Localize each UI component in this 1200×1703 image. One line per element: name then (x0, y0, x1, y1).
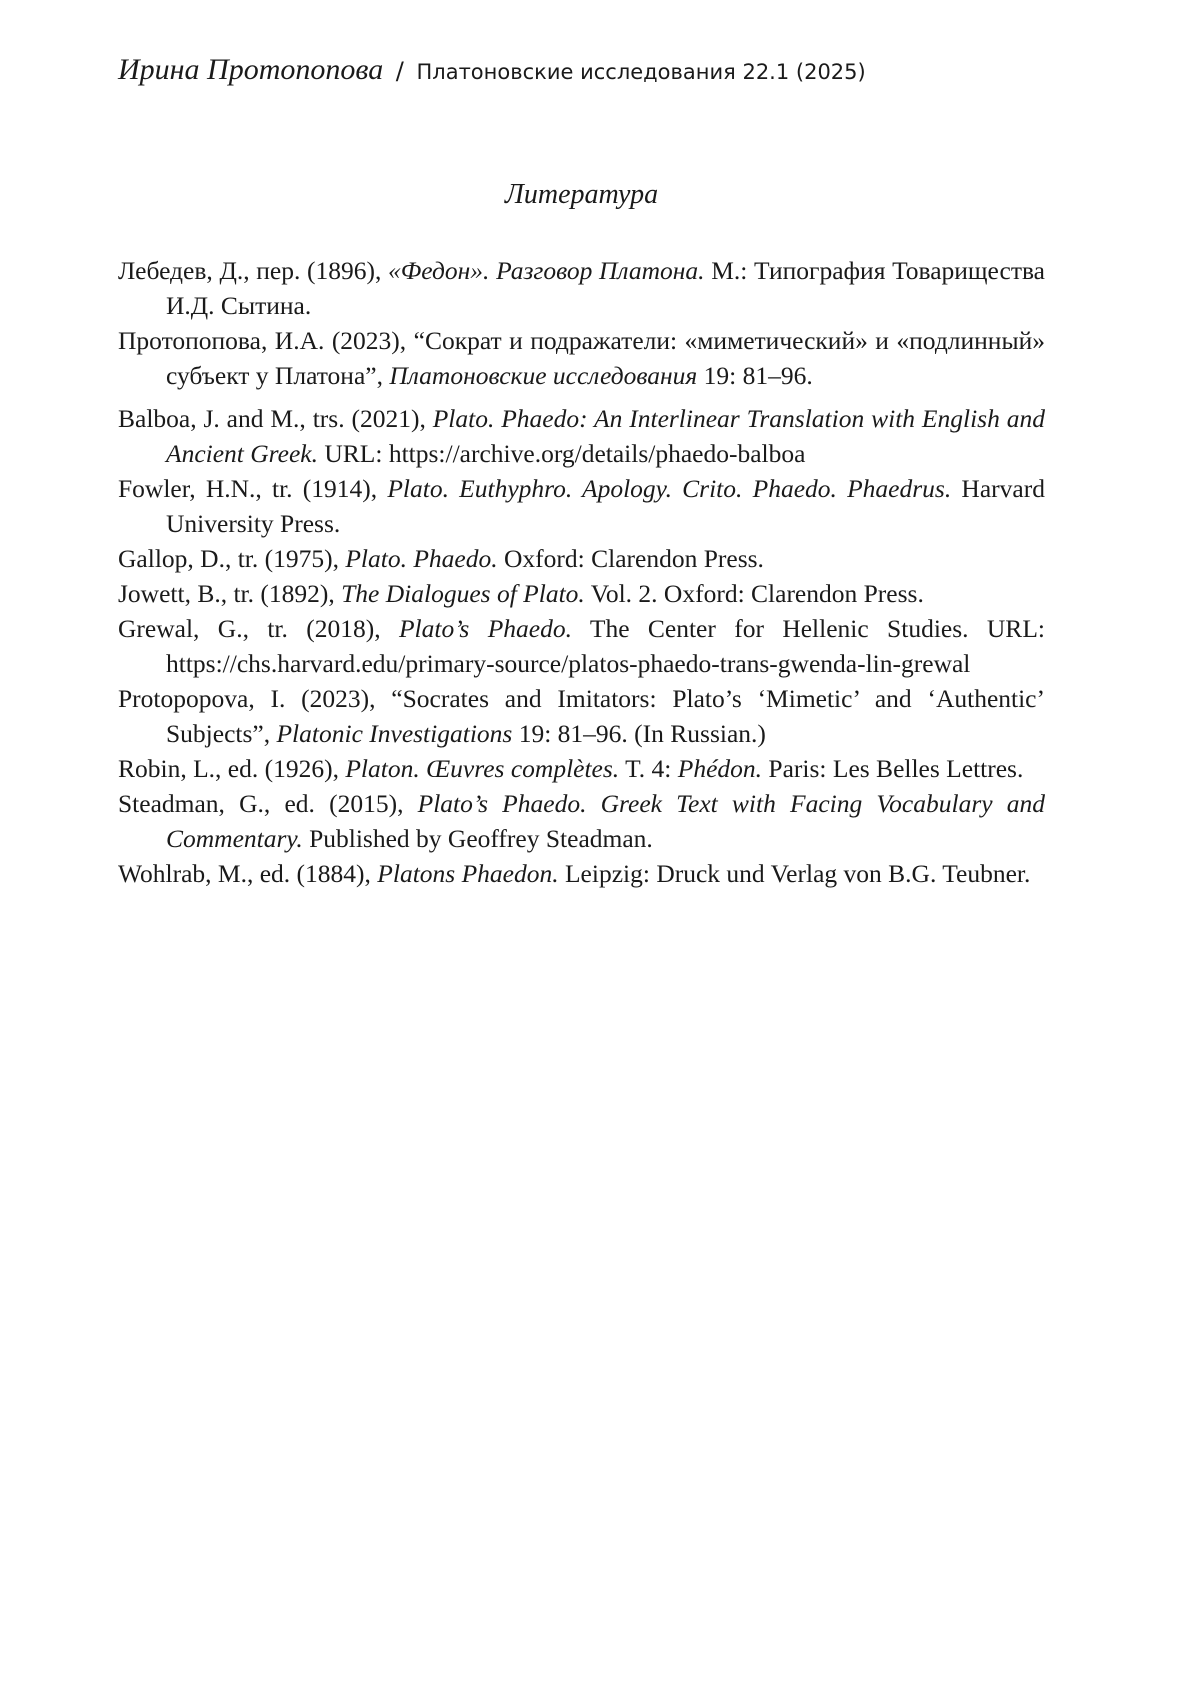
reference-entry (118, 856, 1045, 891)
running-header (118, 52, 866, 90)
reference-title: Платоновские исследования (389, 361, 698, 390)
reference-entry (118, 681, 1045, 751)
reference-text: Grewal, G., tr. (2018), (118, 614, 399, 643)
reference-text: Harvard University Press. (166, 474, 1045, 538)
reference-entry (118, 751, 1045, 786)
reference-text: Balboa, J. and M., trs. (2021), (118, 404, 433, 433)
reference-title: Phédon. (677, 754, 763, 783)
reference-text: Протопопова, И.А. (2023), “Сократ и подражатели: «миметический» и «подлинный» субъект у Платона”, (118, 326, 1045, 390)
reference-url-text: The Center for Hellenic Studies. URL: https://chs.harvard.edu/primary-source/platos-phaedo-trans-gwenda-lin-grewal (166, 614, 1045, 678)
reference-text: Robin, L., ed. (1926), (118, 754, 346, 783)
reference-title: The Dialogues of Plato. (341, 579, 585, 608)
reference-text: 19: 81–96. (697, 361, 813, 390)
reference-text: Paris: Les Belles Lettres. (762, 754, 1024, 783)
reference-text: Gallop, D., tr. (1975), (118, 544, 346, 573)
reference-entry (118, 611, 1045, 681)
reference-entry (118, 323, 1045, 393)
reference-entry (118, 576, 1045, 611)
reference-entry (118, 253, 1045, 323)
header-author: Ирина Протопопова (118, 53, 384, 86)
reference-text: Wohlrab, M., ed. (1884), (118, 859, 378, 888)
reference-text: Jowett, B., tr. (1892), (118, 579, 342, 608)
reference-entry (118, 541, 1045, 576)
reference-text: Oxford: Clarendon Press. (497, 544, 764, 573)
reference-entry (118, 401, 1045, 471)
reference-title: Platonic Investigations (276, 719, 513, 748)
reference-text: T. 4: (619, 754, 678, 783)
reference-entry (118, 471, 1045, 541)
reference-text: Published by Geoffrey Steadman. (302, 824, 653, 853)
reference-text: Vol. 2. Oxford: Clarendon Press. (584, 579, 924, 608)
reference-list (118, 253, 1045, 891)
reference-title: Plato. Euthyphro. Apology. Crito. Phaedo. Phaedrus. (387, 474, 952, 503)
reference-title: Plato’s Phaedo. (398, 614, 572, 643)
reference-title: «Федон». Разговор Платона. (388, 256, 705, 285)
header-separator: / (395, 57, 404, 85)
reference-text: Fowler, H.N., tr. (1914), (118, 474, 388, 503)
reference-url-text: URL: https://archive.org/details/phaedo-balboa (317, 439, 806, 468)
reference-text: Steadman, G., ed. (2015), (118, 789, 418, 818)
reference-entry (118, 786, 1045, 856)
reference-text: 19: 81–96. (In Russian.) (512, 719, 766, 748)
reference-text: Protopopova, I. (2023), “Socrates and Imitators: Plato’s ‘Mimetic’ and ‘Authentic’ Subjects”, (118, 684, 1045, 748)
reference-title: Plato. Phaedo: An Interlinear Translation with English and Ancient Greek. (166, 404, 1045, 468)
reference-text: Лебедев, Д., пер. (1896), (118, 256, 389, 285)
header-journal: Платоновские исследования 22.1 (2025) (416, 60, 866, 84)
section-title: Литература (504, 179, 659, 210)
reference-title: Plato’s Phaedo. Greek Text with Facing Vocabulary and Commentary. (166, 789, 1045, 853)
reference-title: Plato. Phaedo. (345, 544, 498, 573)
reference-title: Platon. Œuvres complètes. (345, 754, 620, 783)
reference-text: Leipzig: Druck und Verlag von B.G. Teubner. (558, 859, 1031, 888)
reference-text: М.: Типография Товарищества И.Д. Сытина. (166, 256, 1045, 320)
reference-title: Platons Phaedon. (377, 859, 559, 888)
